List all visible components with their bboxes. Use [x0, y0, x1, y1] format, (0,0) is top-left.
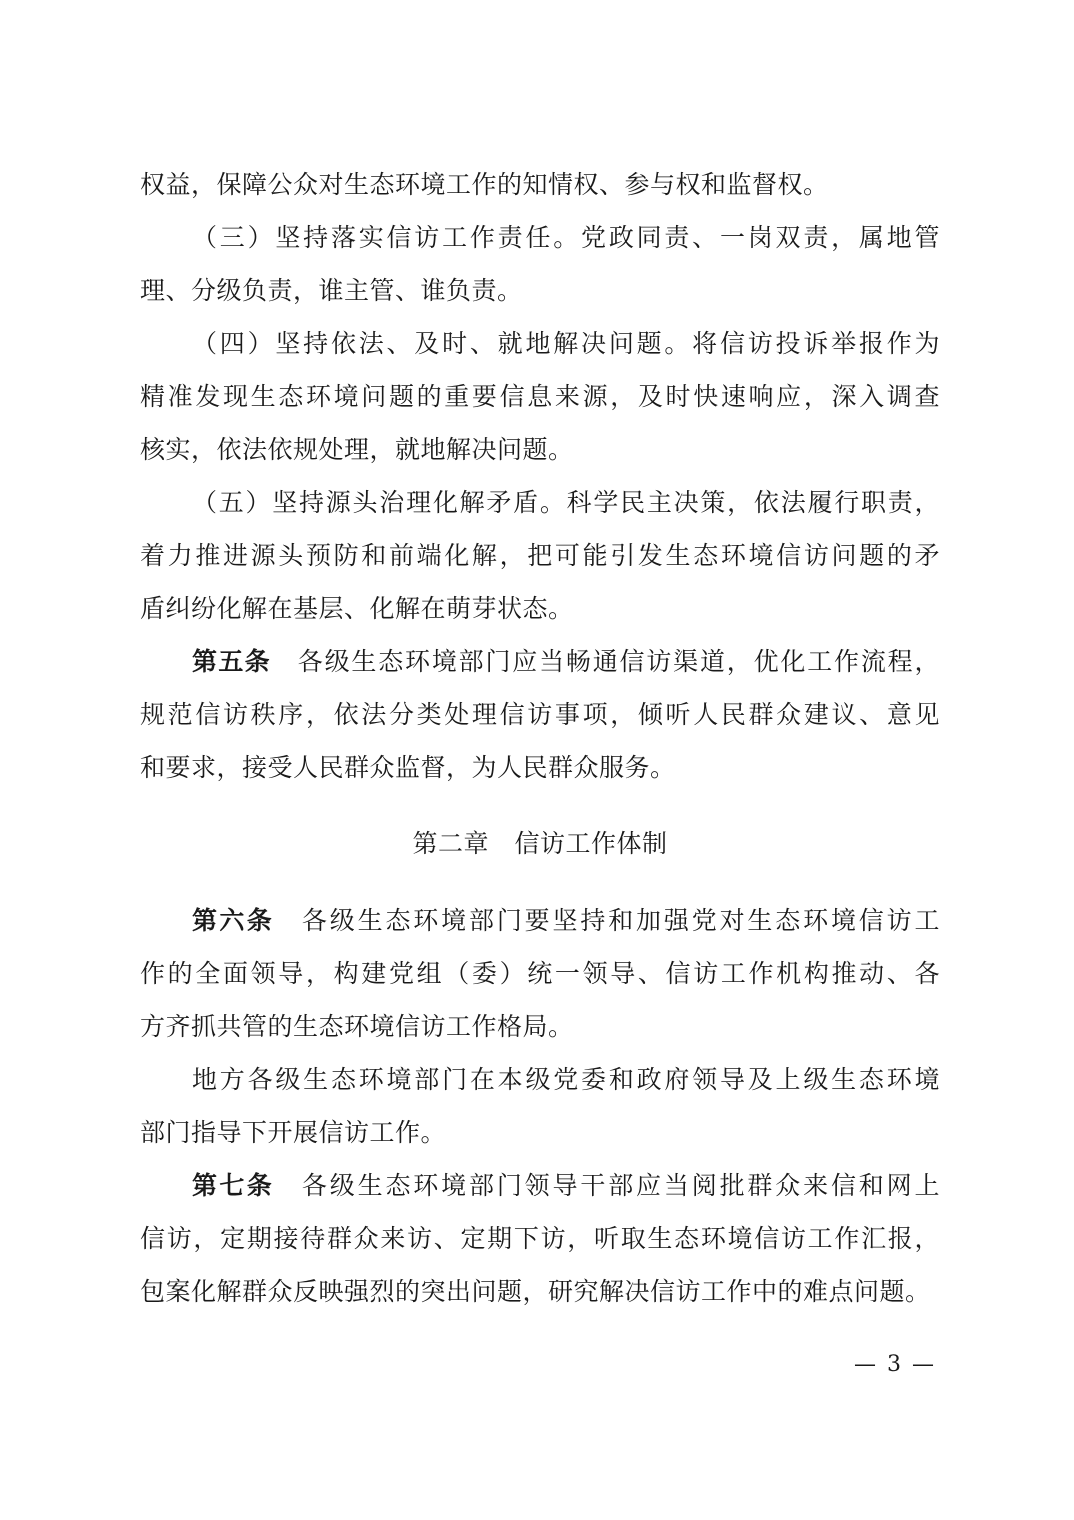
principles-line: 着力推进源头预防和前端化解，把可能引发生态环境信访问题的矛 [140, 541, 940, 570]
principles-line: 核实，依法依规处理，就地解决问题。 [140, 435, 574, 464]
principles-section [140, 158, 940, 635]
article-7-line-3: 包案化解群众反映强烈的突出问题，研究解决信访工作中的难点问题。 [140, 1277, 931, 1306]
article-7-heading: 第七条 [192, 1171, 275, 1200]
principles-line: 盾纠纷化解在基层、化解在萌芽状态。 [140, 594, 574, 623]
article-6-first-line [140, 894, 940, 947]
page-number: — 3 — [854, 1352, 936, 1377]
article-6-line-3: 方齐抓共管的生态环境信访工作格局。 [140, 1012, 574, 1041]
article-7-first-line [140, 1159, 940, 1212]
article-5-first-line [140, 635, 940, 688]
article-6-text: 各级生态环境部门要坚持和加强党对生态环境信访工 [301, 906, 940, 935]
article-6-para-2-line-1: 地方各级生态环境部门在本级党委和政府领导及上级生态环境 [192, 1065, 940, 1094]
principles-line: 理、分级负责，谁主管、谁负责。 [140, 276, 523, 305]
principles-line: 精准发现生态环境问题的重要信息来源，及时快速响应，深入调查 [140, 382, 940, 411]
article-7-line-2: 信访，定期接待群众来访、定期下访，听取生态环境信访工作汇报， [140, 1224, 940, 1253]
article-5-text: 各级生态环境部门应当畅通信访渠道，优化工作流程， [297, 647, 940, 676]
article-7-text: 各级生态环境部门领导干部应当阅批群众来信和网上 [301, 1171, 940, 1200]
document-body [140, 158, 940, 1318]
article-6-heading: 第六条 [192, 906, 275, 935]
article-5-line-2: 规范信访秩序，依法分类处理信访事项，倾听人民群众建议、意见 [140, 700, 940, 729]
article-6-line-2: 作的全面领导，构建党组（委）统一领导、信访工作机构推动、各 [140, 959, 940, 988]
chapter-title: 第二章 信访工作体制 [412, 829, 668, 858]
principles-line: 权益，保障公众对生态环境工作的知情权、参与权和监督权。 [140, 170, 829, 199]
principles-line: （三）坚持落实信访工作责任。党政同责、一岗双责，属地管 [192, 223, 940, 252]
article-6-para-2-line-2: 部门指导下开展信访工作。 [140, 1118, 447, 1147]
principles-line: （五）坚持源头治理化解矛盾。科学民主决策，依法履行职责， [192, 488, 940, 517]
article-5-heading: 第五条 [192, 647, 271, 676]
principles-line: （四）坚持依法、及时、就地解决问题。将信访投诉举报作为 [192, 329, 940, 358]
article-5-line-3: 和要求，接受人民群众监督，为人民群众服务。 [140, 753, 676, 782]
